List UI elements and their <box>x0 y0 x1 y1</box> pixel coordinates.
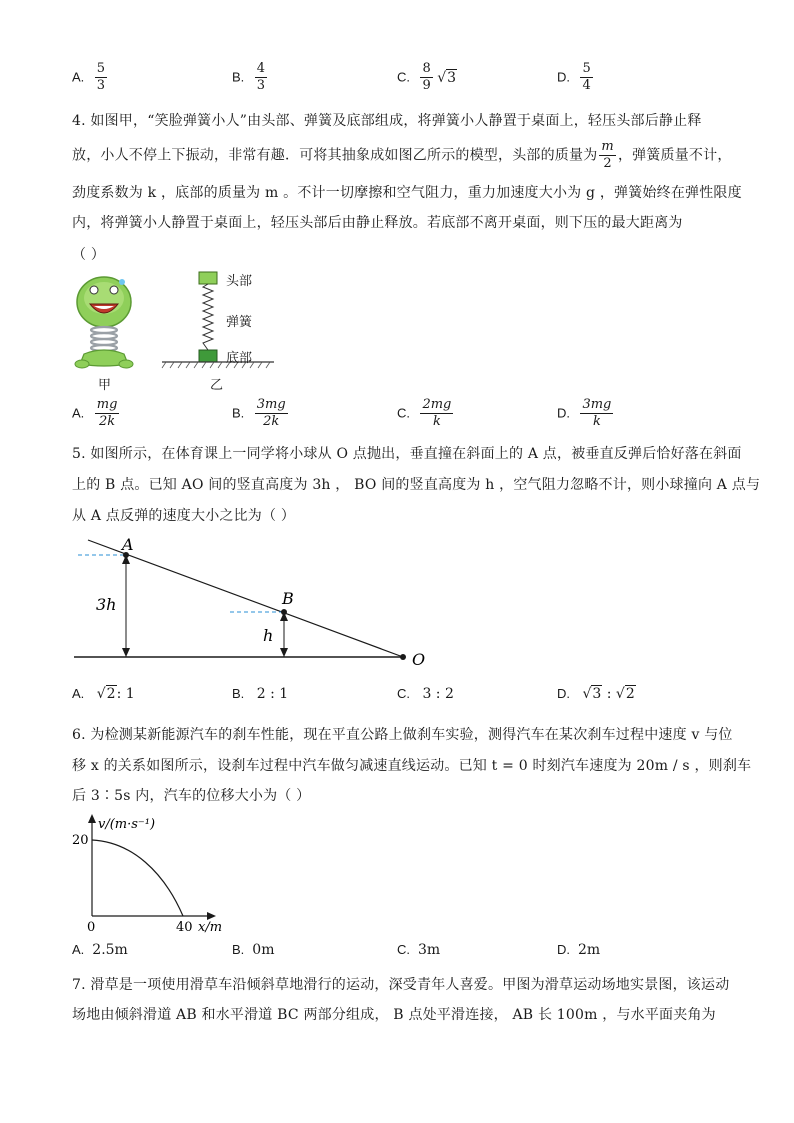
x-axis-label: x/m <box>198 920 223 935</box>
q6-line-2: 移 x 的关系如图所示，设刹车过程中汽车做匀减速直线运动。已知 t = 0 时刻汽车速度为 20m / s ，则刹车 <box>72 758 752 774</box>
figure-label-yi: 乙 <box>210 378 224 393</box>
q5-line-1: 5. 如图所示，在体育课上一同学将小球从 O 点抛出，垂直撞在斜面上的 A 点，被垂直反弹后恰好落在斜面 <box>72 446 742 462</box>
q4-option-d: D. $\frac{3mg}{k}$ <box>557 397 612 429</box>
q5-option-d: D. √3 : √2 <box>557 686 635 702</box>
origin-label: 0 <box>87 920 96 935</box>
velocity-displacement-graph <box>70 812 240 942</box>
q5-option-b: B. 2 : 1 <box>232 686 289 702</box>
point-A-label: A <box>122 535 134 554</box>
q4-line-1: 4. 如图甲，“笑脸弹簧小人”由头部、弹簧及底部组成，将弹簧小人静置于桌面上，轻压头部后静止释 <box>72 113 702 129</box>
figure-label-jia: 甲 <box>98 378 112 393</box>
q6-option-a: A. 2.5m <box>72 942 128 958</box>
q4-option-a: A. $\frac{mg}{2k}$ <box>72 397 118 429</box>
q6-option-c: C. 3m <box>397 942 441 958</box>
q4-line-2: 放，小人不停上下振动，非常有趣．可将其抽象成如图乙所示的模型，头部的质量为 $\frac{m}{2}$ ，弹簧质量不计， <box>72 139 732 171</box>
label-head: 头部 <box>226 274 253 289</box>
spring-model-figure <box>158 268 278 376</box>
y-axis-label: v/(m·s⁻¹) <box>98 817 156 832</box>
height-3h-label: 3h <box>96 595 117 614</box>
q5-line-3: 从 A 点反弹的速度大小之比为（ ） <box>72 508 296 524</box>
smiley-spring-toy-figure <box>70 268 140 378</box>
q6-line-1: 6. 为检测某新能源汽车的刹车性能，现在平直公路上做刹车实验，测得汽车在某次刹车过程中速度 v 与位 <box>72 727 733 743</box>
incline-figure <box>70 530 440 672</box>
q6-option-b: B. 0m <box>232 942 275 958</box>
q6-option-d: D. 2m <box>557 942 601 958</box>
height-h-label: h <box>263 626 274 645</box>
q5-line-2: 上的 B 点。已知 AO 间的竖直高度为 3h ， BO 间的竖直高度为 h ，空气阻力忽略不计，则小球撞向 A 点与 <box>72 477 761 493</box>
q3-option-a: A. $\frac{5}{3}$ <box>72 61 106 93</box>
x-tick-40: 40 <box>176 920 193 935</box>
q4-answer-blank: （ ） <box>72 247 106 263</box>
q7-line-1: 7. 滑草是一项使用滑草车沿倾斜草地滑行的运动，深受青年人喜爱。甲图为滑草运动场地实景图，该运动 <box>72 977 730 993</box>
q7-line-2: 场地由倾斜滑道 AB 和水平滑道 BC 两部分组成， B 点处平滑连接， AB 长 100m ，与水平面夹角为 <box>72 1007 716 1023</box>
q4-line-4: 内，将弹簧小人静置于桌面上，轻压头部后由静止释放。若底部不离开桌面，则下压的最大距离为 <box>72 215 683 231</box>
point-B-label: B <box>282 589 294 608</box>
q5-option-a: A. √2: 1 <box>72 686 135 702</box>
q4-line-3: 劲度系数为 k ，底部的质量为 m 。不计一切摩擦和空气阻力，重力加速度大小为 g ，弹簧始终在弹性限度 <box>72 185 742 201</box>
q4-option-c: C. $\frac{2mg}{k}$ <box>397 397 452 429</box>
label-base: 底部 <box>226 351 253 366</box>
q6-line-3: 后 3∶5s 内，汽车的位移大小为（ ） <box>72 788 311 804</box>
q3-option-c: C. $\frac{8}{9}$ √3 <box>397 61 457 93</box>
q5-option-c: C. 3 : 2 <box>397 686 454 702</box>
q3-option-b: B. $\frac{4}{3}$ <box>232 61 266 93</box>
y-tick-20: 20 <box>72 833 89 848</box>
q3-option-d: D. $\frac{5}{4}$ <box>557 61 591 93</box>
q4-option-b: B. $\frac{3mg}{2k}$ <box>232 397 286 429</box>
label-spring: 弹簧 <box>226 315 253 330</box>
point-O-label: O <box>412 650 426 669</box>
